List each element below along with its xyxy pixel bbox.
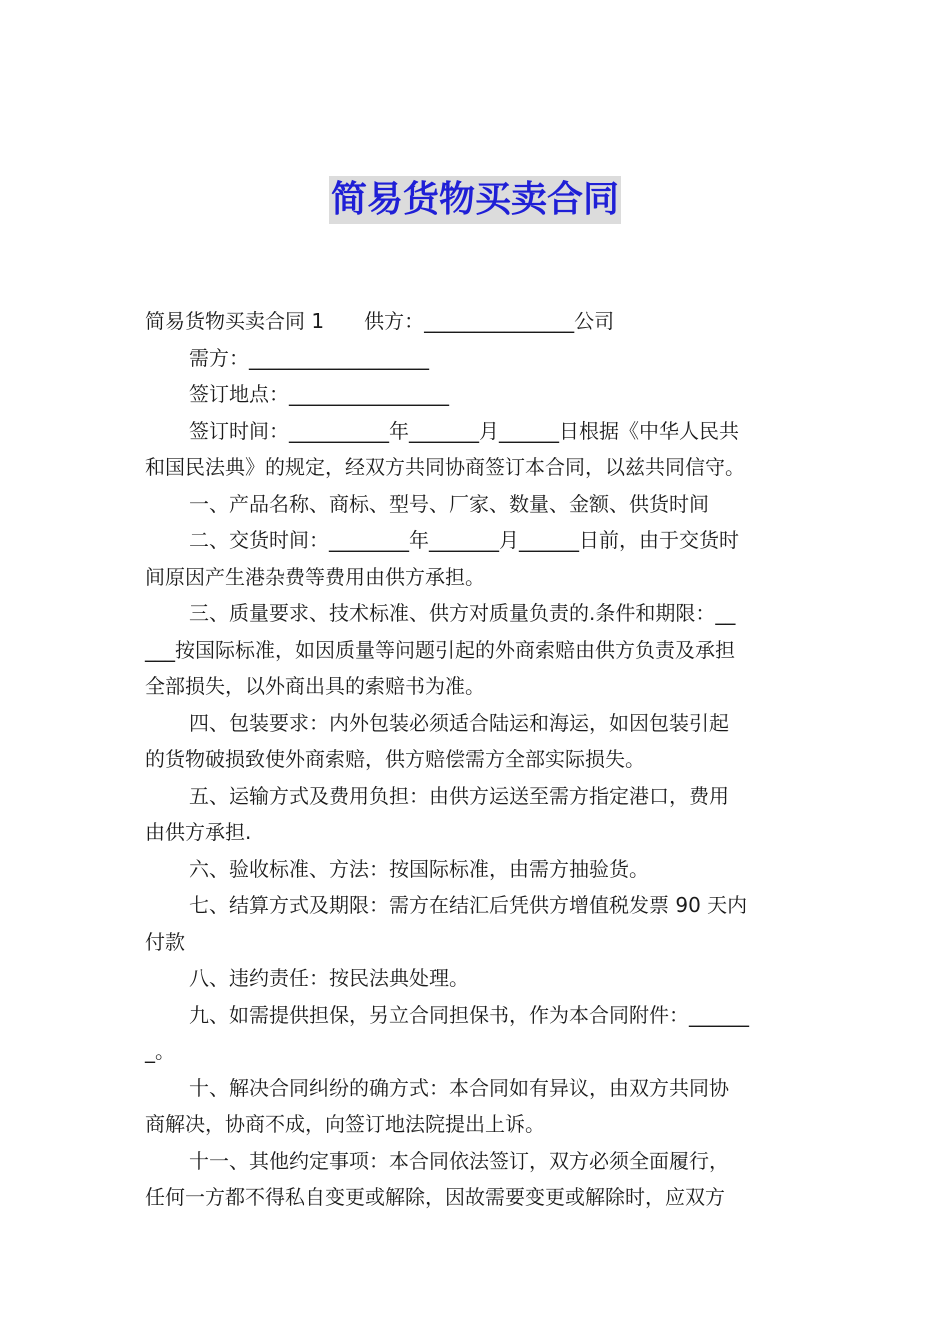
paragraph — [145, 413, 807, 486]
text-line: 的货物破损致使外商索赔，供方赔偿需方全部实际损失。 — [145, 747, 645, 771]
text-line: 二、交货时间：________年_______月______日前，由于交货时 — [189, 528, 739, 552]
text-line: 由供方承担. — [145, 820, 252, 844]
text-line: 四、包装要求：内外包装必须适合陆运和海运，如因包装引起 — [189, 710, 729, 735]
text-line: 七、结算方式及期限：需方在结汇后凭供方增值税发票 90 天内 — [189, 893, 748, 917]
text-line: 全部损失，以外商出具的索赔书为准。 — [145, 674, 485, 698]
text-line: 和国民法典》的规定，经双方共同协商签订本合同，以兹共同信守。 — [145, 455, 745, 479]
paragraph — [145, 851, 807, 888]
text-line: 简易货物买卖合同 1 供方：_______________公司 — [145, 309, 615, 333]
paragraph — [145, 887, 807, 960]
text-line: 商解决，协商不成，向签订地法院提出上诉。 — [145, 1112, 545, 1136]
text-line: 九、如需提供担保，另立合同担保书，作为本合同附件：______ — [189, 1002, 749, 1027]
document-body — [145, 303, 807, 1216]
document-title: 简易货物买卖合同 — [329, 176, 621, 224]
text-line: 间原因产生港杂费等费用由供方承担。 — [145, 564, 485, 589]
paragraph — [145, 1070, 807, 1143]
paragraph — [145, 1143, 807, 1216]
text-line: 一、产品名称、商标、型号、厂家、数量、金额、供货时间 — [189, 491, 709, 516]
title-wrap — [0, 176, 950, 224]
paragraph — [145, 705, 807, 778]
paragraph — [145, 595, 807, 705]
text-line: 签订地点：________________ — [189, 382, 449, 406]
text-line: 需方：__________________ — [189, 345, 429, 370]
paragraph — [145, 778, 807, 851]
text-line: 付款 — [145, 929, 185, 954]
text-line: _。 — [145, 1039, 175, 1063]
paragraph — [145, 303, 807, 340]
text-line: 八、违约责任：按民法典处理。 — [189, 966, 469, 990]
text-line: ___按国际标准，如因质量等问题引起的外商索赔由供方负责及承担 — [145, 637, 735, 662]
paragraph — [145, 997, 807, 1070]
text-line: 三、质量要求、技术标准、供方对质量负责的.条件和期限：__ — [189, 601, 736, 625]
text-line: 签订时间：__________年_______月______日根据《中华人民共 — [189, 418, 739, 443]
text-line: 任何一方都不得私自变更或解除，因故需要变更或解除时，应双方 — [145, 1185, 725, 1209]
paragraph — [145, 522, 807, 595]
paragraph — [145, 486, 807, 523]
paragraph — [145, 376, 807, 413]
paragraph — [145, 960, 807, 997]
text-line: 十、解决合同纠纷的确方式：本合同如有异议，由双方共同协 — [189, 1075, 729, 1100]
text-line: 六、验收标准、方法：按国际标准，由需方抽验货。 — [189, 856, 649, 881]
text-line: 五、运输方式及费用负担：由供方运送至需方指定港口，费用 — [189, 783, 729, 808]
paragraph — [145, 340, 807, 377]
text-line: 十一、其他约定事项：本合同依法签订，双方必须全面履行， — [189, 1148, 729, 1173]
